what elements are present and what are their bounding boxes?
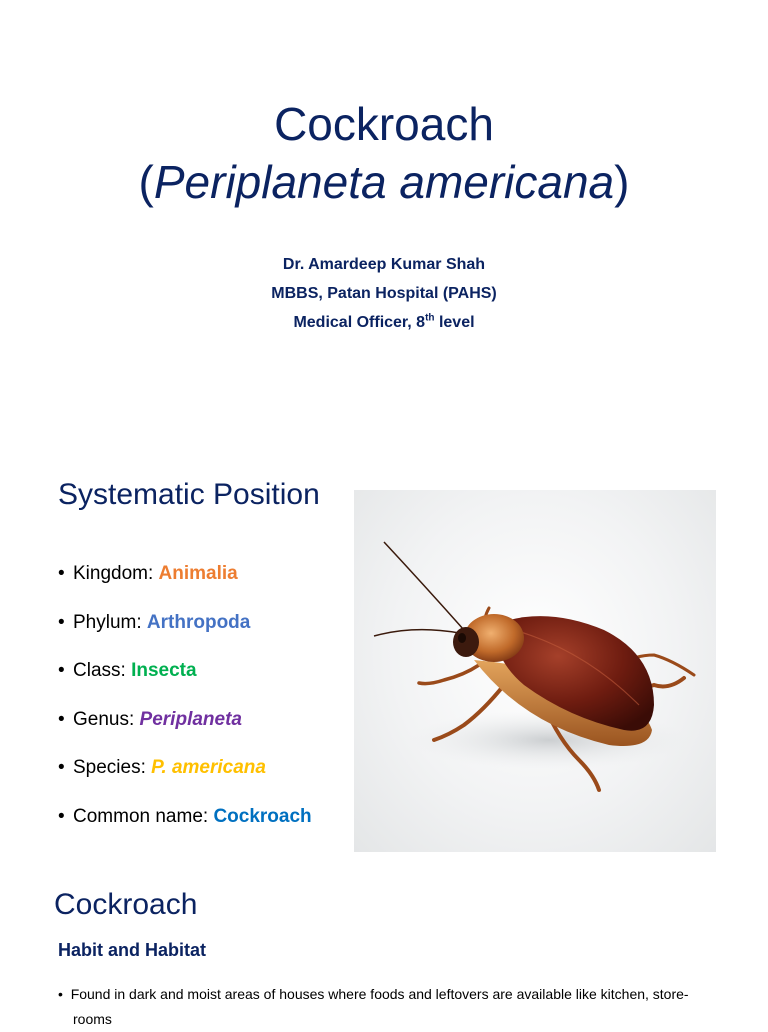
taxonomy-label: Genus: (73, 708, 140, 730)
taxonomy-value: Periplaneta (139, 708, 242, 730)
systematic-position-title: Systematic Position (58, 478, 320, 511)
taxonomy-value: P. americana (151, 757, 266, 778)
bullet-icon: • (58, 563, 65, 584)
author-role (0, 308, 768, 337)
bullet-icon: • (58, 986, 63, 1002)
open-paren: ( (138, 156, 154, 208)
bullet-icon: • (58, 660, 65, 681)
bullet-icon: • (58, 805, 65, 827)
close-paren: ) (614, 156, 630, 208)
title-scientific-name: Periplaneta americana (153, 156, 615, 208)
taxonomy-value: Animalia (158, 563, 238, 584)
taxonomy-label: Species: (73, 757, 152, 778)
cockroach-image (354, 490, 716, 852)
taxonomy-list (58, 557, 312, 848)
taxonomy-item-common-name (58, 800, 312, 849)
title-line-common-name: Cockroach (274, 98, 494, 150)
bullet-icon: • (58, 708, 65, 730)
cockroach-illustration (354, 490, 716, 852)
bullet-icon: • (58, 757, 65, 778)
taxonomy-label: Class: (73, 660, 132, 681)
taxonomy-value: Insecta (131, 660, 197, 681)
taxonomy-item-phylum (58, 606, 312, 655)
bullet-icon: • (58, 611, 65, 633)
author-degree: MBBS, Patan Hospital (PAHS) (271, 285, 497, 302)
taxonomy-label: Phylum: (73, 611, 147, 633)
habit-text-content: Found in dark and moist areas of houses where foods and leftovers are available like kitchen, store-rooms (70, 986, 689, 1027)
cockroach-section-title: Cockroach (54, 888, 198, 921)
author-role-prefix: Medical Officer, 8 (293, 314, 426, 331)
author-role-sup: th (425, 312, 435, 324)
author-block (0, 250, 768, 337)
author-role-suffix: level (434, 314, 475, 331)
taxonomy-value: Cockroach (213, 805, 312, 827)
author-name: Dr. Amardeep Kumar Shah (282, 256, 486, 273)
habit-bullet-text (58, 982, 723, 1032)
taxonomy-item-kingdom (58, 557, 312, 606)
taxonomy-item-genus (58, 703, 312, 752)
habit-habitat-heading: Habit and Habitat (58, 940, 207, 960)
taxonomy-label: Common name: (73, 805, 214, 827)
taxonomy-item-class (58, 654, 312, 703)
taxonomy-value: Arthropoda (146, 611, 251, 633)
taxonomy-label: Kingdom: (73, 563, 159, 584)
slide-title (0, 95, 768, 211)
taxonomy-item-species (58, 751, 312, 800)
